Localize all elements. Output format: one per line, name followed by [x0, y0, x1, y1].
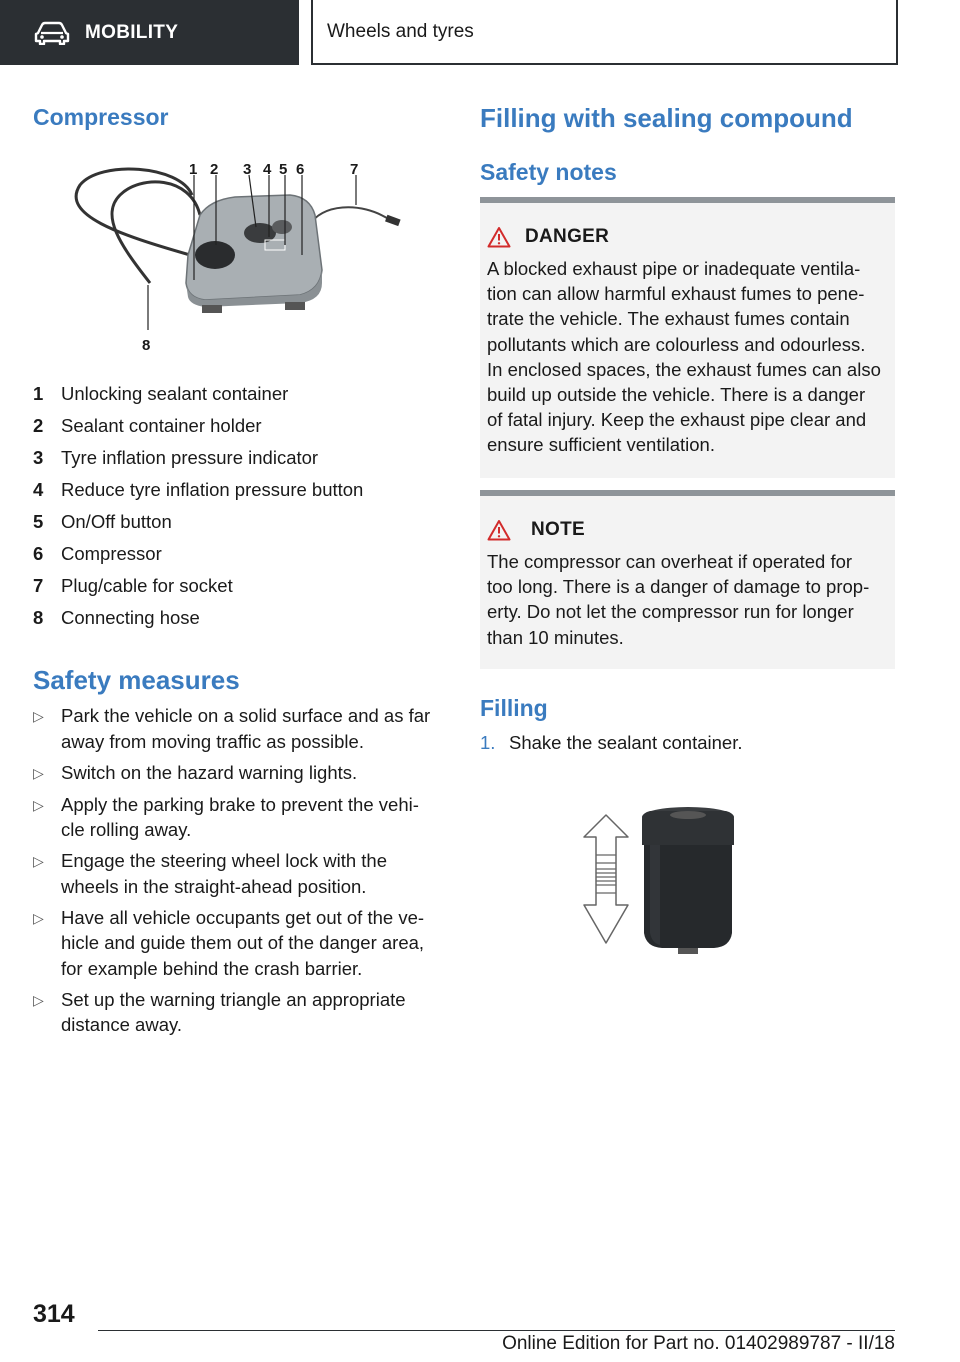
list-item-line: away from moving traffic as possible.: [61, 730, 364, 752]
callout-1: 1: [189, 161, 198, 178]
step-number: 1.: [480, 732, 496, 753]
list-item-line: Set up the warning triangle an appropriate: [61, 988, 406, 1010]
list-item-line: Apply the parking brake to prevent the vehi‐: [61, 793, 419, 815]
legend-text: Tyre inflation pressure indicator: [61, 447, 319, 468]
legend-number: 6: [33, 543, 44, 564]
danger-title-row: [487, 197, 887, 250]
filling-steps: [480, 730, 895, 755]
danger-line: trate the vehicle. The exhaust fumes contain: [487, 308, 850, 330]
note-title-row: [487, 490, 887, 543]
note-line: too long. There is a danger of damage to prop‐: [487, 576, 870, 598]
step-item: [480, 730, 895, 755]
legend-text: Connecting hose: [61, 607, 200, 628]
section-title: MOBILITY: [85, 21, 179, 43]
box-top-bar: [480, 490, 895, 496]
triangle-bullet-icon: ▷: [33, 909, 44, 926]
note-text: [487, 549, 887, 650]
list-item-line: hicle and guide them out of the danger area,: [61, 932, 425, 953]
note-line: than 10 minutes.: [487, 626, 624, 648]
callout-8: 8: [142, 337, 151, 354]
legend-number: 4: [33, 479, 44, 500]
callout-2: 2: [210, 161, 219, 178]
legend-text: Unlocking sealant container: [61, 383, 289, 404]
legend-item: [33, 538, 443, 570]
edition-label: Online Edition for Part no. 01402989787 - II/18: [502, 1333, 895, 1354]
triangle-bullet-icon: ▷: [33, 764, 44, 781]
legend-number: 7: [33, 575, 44, 596]
legend-number: 8: [33, 607, 44, 628]
danger-line: of fatal injury. Keep the exhaust pipe clear and: [487, 409, 867, 431]
page-number: 314: [33, 1300, 75, 1328]
filling-heading: Filling: [480, 695, 548, 721]
legend-text: Reduce tyre inflation pressure button: [61, 479, 364, 500]
legend-item: [33, 570, 443, 602]
legend-text: Plug/cable for socket: [61, 575, 233, 596]
list-item: [33, 703, 443, 754]
callout-4: 4: [263, 161, 272, 178]
safety-notes-heading: Safety notes: [480, 159, 617, 185]
safety-measures-list: [33, 703, 443, 1043]
footer-rule: [98, 1330, 895, 1331]
compressor-legend: [33, 378, 443, 634]
list-item-line: distance away.: [61, 1014, 182, 1035]
compressor-heading: Compressor: [33, 104, 169, 130]
danger-line: In enclosed spaces, the exhaust fumes can also: [487, 358, 881, 380]
danger-line: build up outside the vehicle. There is a danger: [487, 384, 866, 406]
callout-5: 5: [279, 161, 288, 178]
legend-item: [33, 378, 443, 410]
warning-triangle-icon: [487, 519, 511, 541]
note-line: The compressor can overheat if operated for: [487, 551, 853, 572]
list-item-line: Switch on the hazard warning lights.: [61, 761, 358, 783]
shake-container-illustration: [580, 805, 745, 955]
triangle-bullet-icon: ▷: [33, 991, 44, 1008]
danger-line: A blocked exhaust pipe or inadequate ventila‐: [487, 258, 861, 279]
car-icon: [34, 21, 70, 45]
danger-line: tion can allow harmful exhaust fumes to pene‐: [487, 283, 865, 305]
legend-number: 3: [33, 447, 44, 468]
list-item-line: Park the vehicle on a solid surface and as far: [61, 705, 431, 726]
note-box: [480, 490, 895, 669]
triangle-bullet-icon: ▷: [33, 796, 44, 813]
legend-item: [33, 410, 443, 442]
legend-text: Compressor: [61, 543, 162, 564]
list-item-line: cle rolling away.: [61, 819, 192, 840]
list-item-line: wheels in the straight-ahead position.: [61, 875, 367, 897]
triangle-bullet-icon: ▷: [33, 708, 44, 724]
header-chapter: [311, 0, 898, 65]
legend-item: [33, 474, 443, 506]
callout-7: 7: [350, 161, 359, 178]
safety-measures-heading: Safety measures: [33, 665, 240, 695]
list-item-line: Have all vehicle occupants get out of the ve‐: [61, 906, 425, 928]
danger-title: DANGER: [525, 226, 610, 247]
note-title: NOTE: [531, 519, 585, 540]
legend-item: [33, 506, 443, 538]
step-text: Shake the sealant container.: [509, 732, 743, 753]
triangle-bullet-icon: ▷: [33, 853, 44, 869]
list-item-line: for example behind the crash barrier.: [61, 957, 363, 979]
box-top-bar: [480, 197, 895, 203]
legend-number: 1: [33, 383, 44, 404]
list-item: [33, 760, 443, 787]
list-item-line: Engage the steering wheel lock with the: [61, 850, 388, 871]
danger-line: ensure sufficient ventilation.: [487, 434, 715, 456]
danger-line: pollutants which are colourless and odourless.: [487, 333, 866, 355]
list-item: [33, 987, 443, 1038]
note-line: erty. Do not let the compressor run for longer: [487, 601, 854, 623]
compressor-illustration: [60, 155, 420, 355]
warning-triangle-icon: [487, 226, 511, 248]
danger-text: [487, 256, 887, 458]
callout-6: 6: [296, 161, 305, 178]
callout-3: 3: [243, 161, 252, 178]
danger-box: [480, 197, 895, 478]
legend-item: [33, 602, 443, 634]
legend-text: On/Off button: [61, 511, 172, 532]
legend-number: 2: [33, 415, 44, 436]
list-item: [33, 905, 443, 982]
legend-item: [33, 442, 443, 474]
legend-number: 5: [33, 511, 44, 532]
list-item: [33, 848, 443, 899]
filling-section-heading: Filling with sealing compound: [480, 103, 853, 133]
header-section-tab: [0, 0, 299, 65]
chapter-title: Wheels and tyres: [327, 20, 474, 42]
list-item: [33, 792, 443, 843]
legend-text: Sealant container holder: [61, 415, 262, 436]
